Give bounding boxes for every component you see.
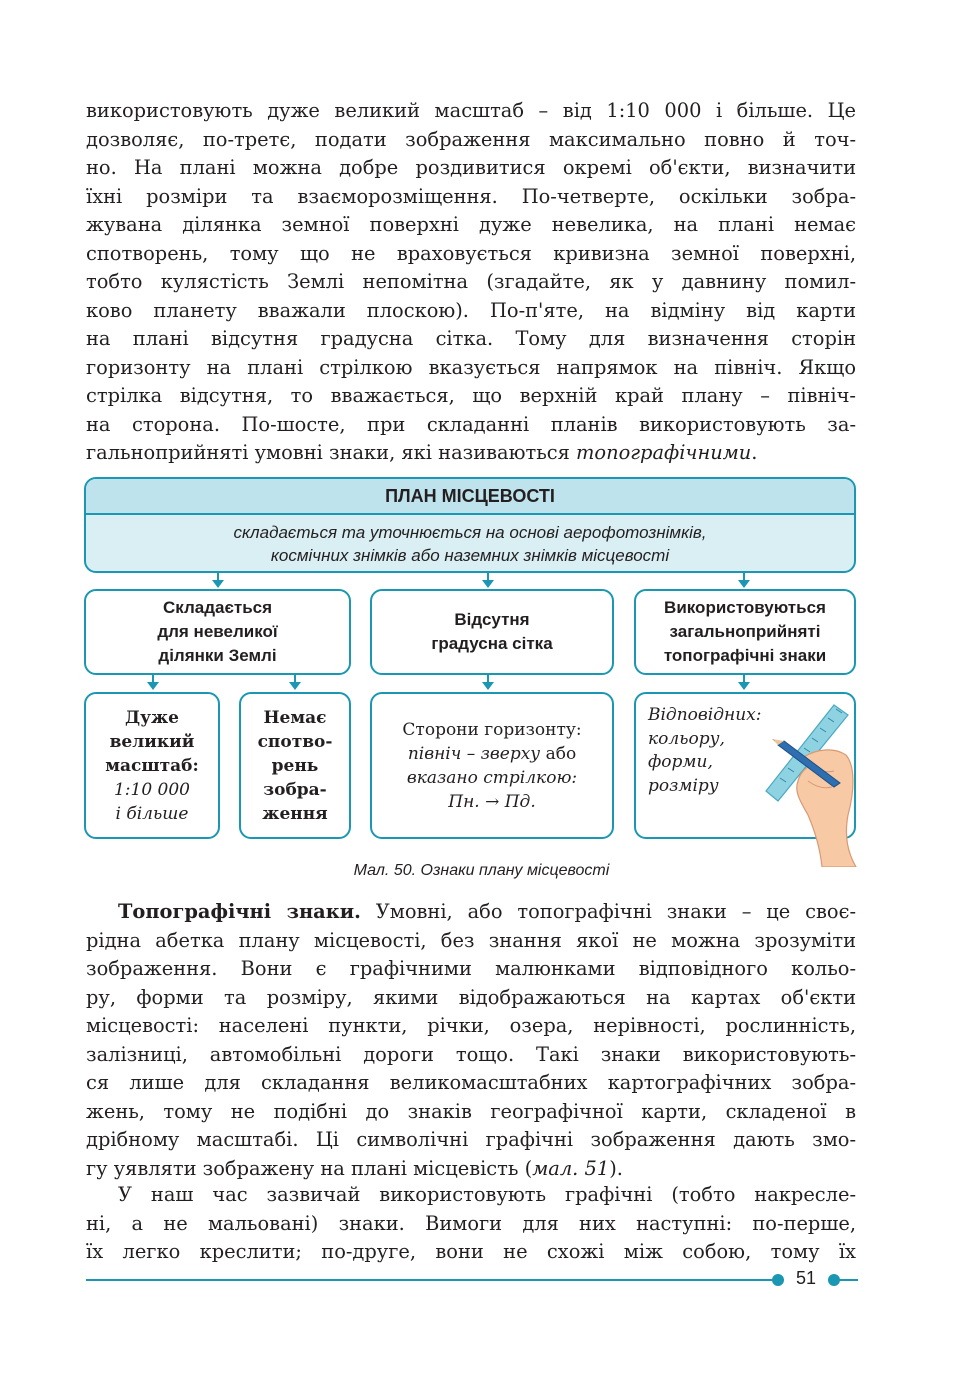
text-line: но. На плані можна добре роздивитися окремі об'єкти, визначити — [86, 156, 856, 179]
text-segment: . — [751, 441, 758, 464]
conventional-signs-box — [634, 589, 856, 675]
footer-rule — [86, 1279, 772, 1281]
box-text: для невеликої — [157, 622, 278, 641]
box-text: масштаб: — [105, 755, 199, 776]
italic-term: топографічними — [576, 441, 752, 464]
arrow-down-icon — [738, 682, 750, 690]
text-line: У наш час зазвичай використовують графічні (тобто накресле- — [118, 1183, 856, 1206]
box-text: вказано стрілкою: — [406, 767, 578, 788]
box-text: і більше — [115, 803, 189, 824]
box-text: Відповідних: — [648, 705, 762, 725]
box-text: Складається — [162, 598, 273, 617]
diagram-title: ПЛАН МІСЦЕВОСТІ — [86, 479, 854, 515]
box-text: розміру — [648, 775, 719, 796]
arrow-down-icon — [212, 580, 224, 588]
box-text: топографічні знаки — [663, 646, 827, 665]
figure-caption: Мал. 50. Ознаки плану місцевості — [353, 862, 610, 879]
text-line: ково планету вважали плоскою). По-п'яте, на відміну від карти — [86, 298, 856, 322]
hand-drawing-illustration — [764, 697, 858, 867]
text-line: їхні розміри та взаєморозміщення. По-четверте, оскільки зобра- — [86, 184, 856, 208]
text-line: дозволяє, по-третє, подати зображення максимально повно й точ- — [86, 127, 856, 151]
text-line: ні, а не мальовані) знаки. Вимоги для них наступні: по-перше, — [86, 1211, 856, 1235]
box-text: кольору, — [648, 728, 725, 749]
box-text: ділянки Землі — [158, 646, 277, 665]
footer-rule — [836, 1279, 858, 1281]
box-text-segment: або — [540, 743, 577, 764]
large-scale-box — [84, 692, 220, 839]
box-text: Немає — [263, 707, 327, 728]
text-line: жень, тому не подібні до знаків географічної карти, складеної в — [86, 1099, 856, 1123]
text-line: рідна абетка плану місцевості, без знання якої не можна зрозуміти — [86, 928, 856, 952]
text-line: ся лише для складання великомасштабних картографічних зобра- — [86, 1071, 856, 1094]
box-text: Використовуються — [664, 598, 826, 617]
text-line: тобто кулястість Землі непомітна (згадайте, як у давнину помил- — [86, 270, 856, 293]
box-text: форми, — [648, 752, 713, 772]
box-text: Дуже — [125, 707, 179, 728]
text-line: жувана ділянка земної поверхні дуже невелика, на плані немає — [86, 213, 856, 236]
section-lead: Топографічні знаки. — [118, 900, 361, 923]
plan-features-diagram — [84, 477, 858, 867]
subtitle-line: космічних знімків або наземних знімків місцевості — [270, 546, 670, 565]
box-text: Сторони горизонту: — [402, 719, 582, 740]
box-text: Відсутня — [454, 610, 530, 629]
text-line: стрілка відсутня, то вважається, що верхній край плану – північ- — [86, 384, 856, 407]
text-line — [86, 1155, 856, 1184]
box-text: 1:10 000 — [113, 779, 190, 800]
no-grid-box — [370, 589, 614, 675]
text-line: ру, форми та розміру, якими відображаються на картах об'єкти — [86, 985, 856, 1009]
paragraph-graphic-signs — [86, 1181, 856, 1267]
text-line: спотворень, тому що не враховується кривизна земної поверхні, — [86, 241, 856, 265]
text-line: залізниці, автомобільні дороги тощо. Такі знаки використовують- — [86, 1042, 856, 1066]
text-line: горизонту на плані стрілкою вказується напрямок на північ. Якщо — [86, 355, 856, 379]
box-text: Пн. → Пд. — [448, 791, 536, 812]
box-text — [402, 742, 581, 766]
paragraph-topographic-signs — [86, 898, 856, 1183]
text-line: їх легко креслити; по-друге, вони не схожі між собою, тому їх — [86, 1240, 856, 1263]
box-text: великий — [109, 731, 195, 752]
box-text: загальноприйняті — [669, 622, 821, 641]
subtitle-line: складається та уточнюється на основі аерофотознімків, — [233, 523, 707, 542]
small-area-box — [84, 589, 351, 675]
horizon-sides-box — [370, 692, 614, 839]
box-text: градусна сітка — [431, 634, 553, 653]
text-line: місцевості: населені пункти, річки, озера, нерівності, рослинність, — [86, 1014, 856, 1037]
text-line: на сторона. По-шосте, при складанні планів використовують за- — [86, 412, 856, 436]
box-text: ження — [262, 803, 328, 824]
text-line: на плані відсутня градусна сітка. Тому для визначення сторін — [86, 327, 856, 350]
arrow-down-icon — [738, 580, 750, 588]
no-distortion-box — [239, 692, 351, 839]
text-line: дрібному масштабі. Ці символічні графічні зображення дають змо- — [86, 1128, 856, 1151]
box-text: рень — [271, 755, 319, 776]
text-segment: ). — [609, 1156, 623, 1180]
text-line — [86, 898, 856, 927]
arrow-down-icon — [147, 682, 159, 690]
text-segment: Умовні, або топографічні знаки – це своє- — [360, 900, 856, 923]
page-number: 51 — [796, 1268, 817, 1288]
diagram-header-box — [84, 477, 856, 573]
box-text-italic: північ – зверху — [407, 743, 541, 764]
text-segment: гу уявляти зображену на плані місцевість ( — [86, 1156, 533, 1180]
box-text: зобра- — [263, 779, 327, 800]
footer-dot-icon — [772, 1274, 784, 1286]
arrow-down-icon — [482, 580, 494, 588]
diagram-subtitle — [86, 515, 854, 567]
paragraph-plan-features — [86, 97, 856, 468]
text-line — [86, 439, 856, 468]
text-line: використовують дуже великий масштаб – від 1:10 000 і більше. Це — [86, 99, 856, 122]
text-segment: гальноприйняті умовні знаки, які називаються — [86, 441, 577, 464]
box-text: спотво- — [257, 731, 333, 752]
arrow-down-icon — [289, 682, 301, 690]
arrow-down-icon — [482, 682, 494, 690]
figure-reference: мал. 51 — [532, 1156, 610, 1180]
text-line: зображення. Вони є графічними малюнками відповідного кольо- — [86, 957, 856, 980]
